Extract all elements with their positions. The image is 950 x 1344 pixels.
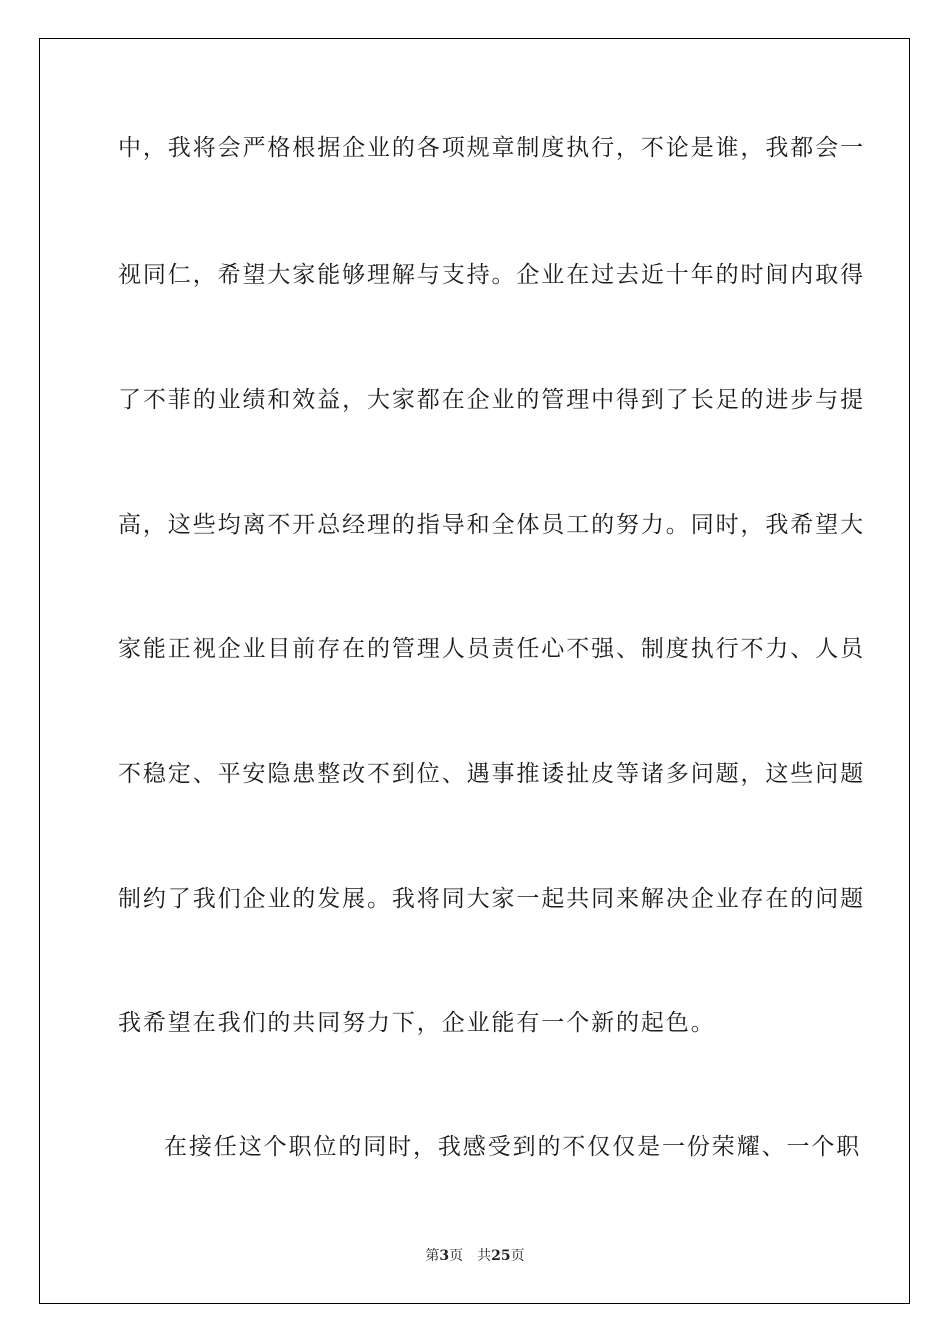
total-label-suffix: 页 bbox=[510, 1248, 525, 1264]
page-label-suffix: 页 bbox=[449, 1248, 464, 1264]
page-footer bbox=[0, 1247, 950, 1265]
text-line-9-paragraph-start: 在接任这个职位的同时，我感受到的不仅仅是一份荣耀、一个职 bbox=[164, 1134, 862, 1160]
text-line-7: 制约了我们企业的发展。我将同大家一起共同来解决企业存在的问题 bbox=[118, 886, 865, 912]
text-line-3: 了不菲的业绩和效益，大家都在企业的管理中得到了长足的进步与提 bbox=[118, 387, 865, 413]
text-line-8: 我希望在我们的共同努力下，企业能有一个新的起色。 bbox=[118, 1010, 716, 1036]
page-label-prefix: 第 bbox=[425, 1248, 440, 1264]
text-line-5: 家能正视企业目前存在的管理人员责任心不强、制度执行不力、人员 bbox=[118, 636, 865, 662]
total-pages: 25 bbox=[491, 1248, 511, 1264]
page-border bbox=[39, 38, 910, 1304]
total-label-prefix: 共 bbox=[477, 1248, 492, 1264]
text-line-4: 高，这些均离不开总经理的指导和全体员工的努力。同时，我希望大 bbox=[118, 512, 865, 538]
text-line-1: 中，我将会严格根据企业的各项规章制度执行，不论是谁，我都会一 bbox=[118, 135, 865, 161]
page-number: 3 bbox=[439, 1248, 450, 1264]
text-line-2: 视同仁，希望大家能够理解与支持。企业在过去近十年的时间内取得 bbox=[118, 262, 865, 288]
text-line-6: 不稳定、平安隐患整改不到位、遇事推诿扯皮等诸多问题，这些问题 bbox=[118, 761, 865, 787]
